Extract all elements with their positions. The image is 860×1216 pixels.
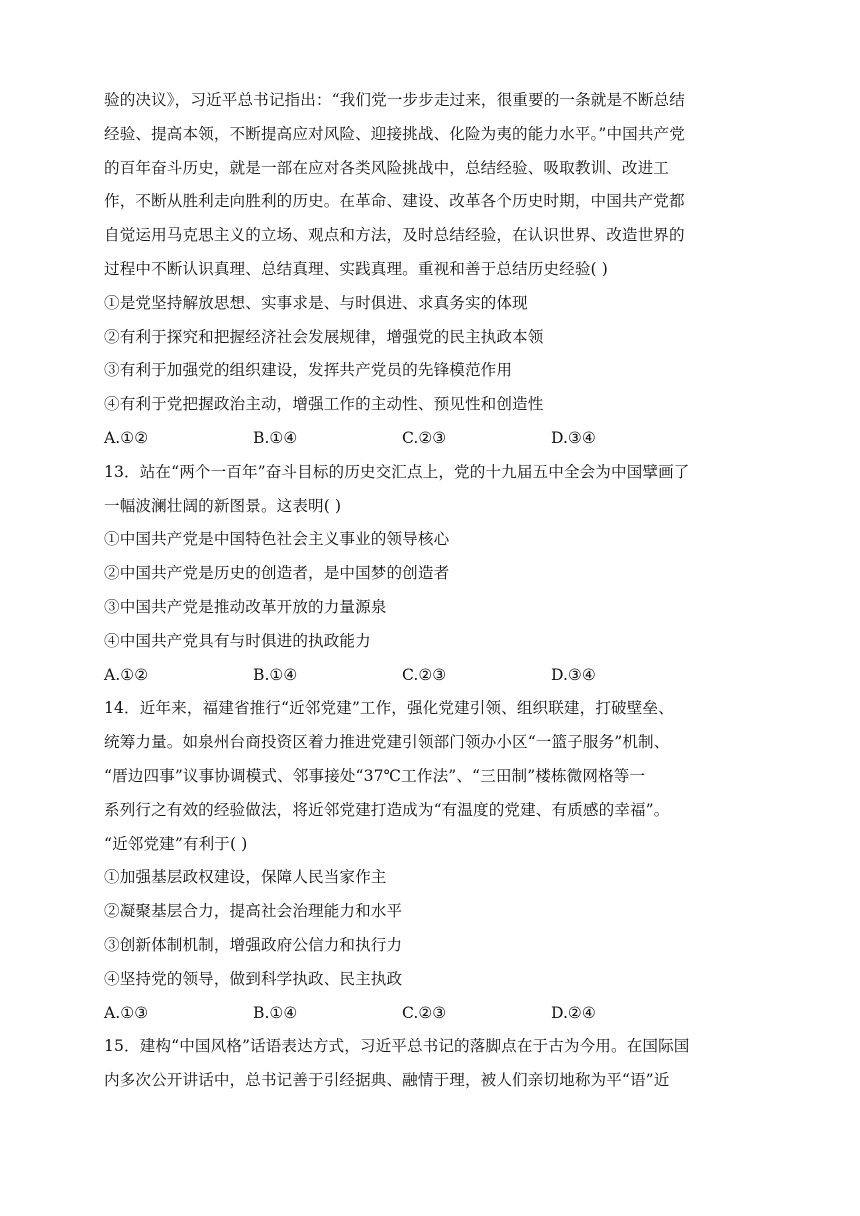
text-line: 经验、提高本领，不断提高应对风险、迎接挑战、化险为夷的能力水平。”中国共产党 [104,124,685,143]
statement-1: ①是党坚持解放思想、实事求是、与时俱进、求真务实的体现 [104,293,528,312]
option-b: B.①④ [253,428,298,447]
question-14-stem: 统筹力量。如泉州台商投资区着力推进党建引领部门领办小区“一篮子服务”机制、 [104,733,670,752]
answer-options-q13 [104,659,764,693]
statement-3: ③创新体制机制，增强政府公信力和执行力 [104,935,403,954]
question-15-stem: 15．建构“中国风格”话语表达方式，习近平总书记的落脚点在于古为今用。在国际国 [104,1037,690,1056]
option-d: D.②④ [551,1003,596,1022]
answer-options-q12 [104,422,764,456]
option-b: B.①④ [253,1003,298,1022]
option-d: D.③④ [551,665,596,684]
statement-3: ③有利于加强党的组织建设，发挥共产党员的先锋模范作用 [104,361,513,380]
statement-4: ④中国共产党具有与时俱进的执政能力 [104,631,371,650]
text-line: 验的决议》，习近平总书记指出：“我们党一步步走过来，很重要的一条就是不断总结 [104,91,685,109]
text-line: 的百年奋斗历史，就是一部在应对各类风险挑战中，总结经验、吸取教训、改进工 [104,158,669,177]
statement-1: ①中国共产党是中国特色社会主义事业的领导核心 [104,530,450,549]
question-14-stem: “厝边四事”议事协调模式、邻事接处“37℃工作法”、“三田制”楼栋微网格等一 [104,766,646,785]
option-a: A.①③ [104,1003,149,1022]
statement-4: ④有利于党把握政治主动，增强工作的主动性、预见性和创造性 [104,395,544,414]
statement-2: ②中国共产党是历史的创造者，是中国梦的创造者 [104,564,450,583]
option-c: C.②③ [402,428,447,447]
question-15-stem: 内多次公开讲话中，总书记善于引经据典、融情于理，被人们亲切地称为平“语”近 [104,1071,670,1090]
document-body [104,84,764,1098]
statement-1: ①加强基层政权建设，保障人民当家作主 [104,868,387,887]
option-a: A.①② [104,428,149,447]
option-c: C.②③ [402,665,447,684]
statement-3: ③中国共产党是推动改革开放的力量源泉 [104,597,387,616]
text-line: 自觉运用马克思主义的立场、观点和方法，及时总结经验，在认识世界、改造世界的 [104,226,685,245]
text-line: 过程中不断认识真理、总结真理、实践真理。重视和善于总结历史经验( ) [104,259,608,278]
question-13-stem: 一幅波澜壮阔的新图景。这表明( ) [104,496,342,515]
text-line: 作，不断从胜利走向胜利的历史。在革命、建设、改革各个历史时期，中国共产党都 [104,192,685,211]
statement-2: ②有利于探究和把握经济社会发展规律，增强党的民主执政本领 [104,327,544,346]
question-14-stem: 系列行之有效的经验做法，将近邻党建打造成为“有温度的党建、有质感的幸福”。 [104,800,670,819]
option-a: A.①② [104,665,149,684]
option-d: D.③④ [551,428,596,447]
question-14-stem: “近邻党建”有利于( ) [104,834,248,853]
option-c: C.②③ [402,1003,447,1022]
option-b: B.①④ [253,665,298,684]
question-14-stem: 14．近年来，福建省推行“近邻党建”工作，强化党建引领、组织联建，打破壁垒、 [104,699,674,718]
answer-options-q14 [104,997,764,1031]
statement-2: ②凝聚基层合力，提高社会治理能力和水平 [104,902,403,921]
statement-4: ④坚持党的领导，做到科学执政、民主执政 [104,969,403,988]
question-13-stem: 13．站在“两个一百年”奋斗目标的历史交汇点上，党的十九届五中全会为中国擘画了 [104,462,690,481]
